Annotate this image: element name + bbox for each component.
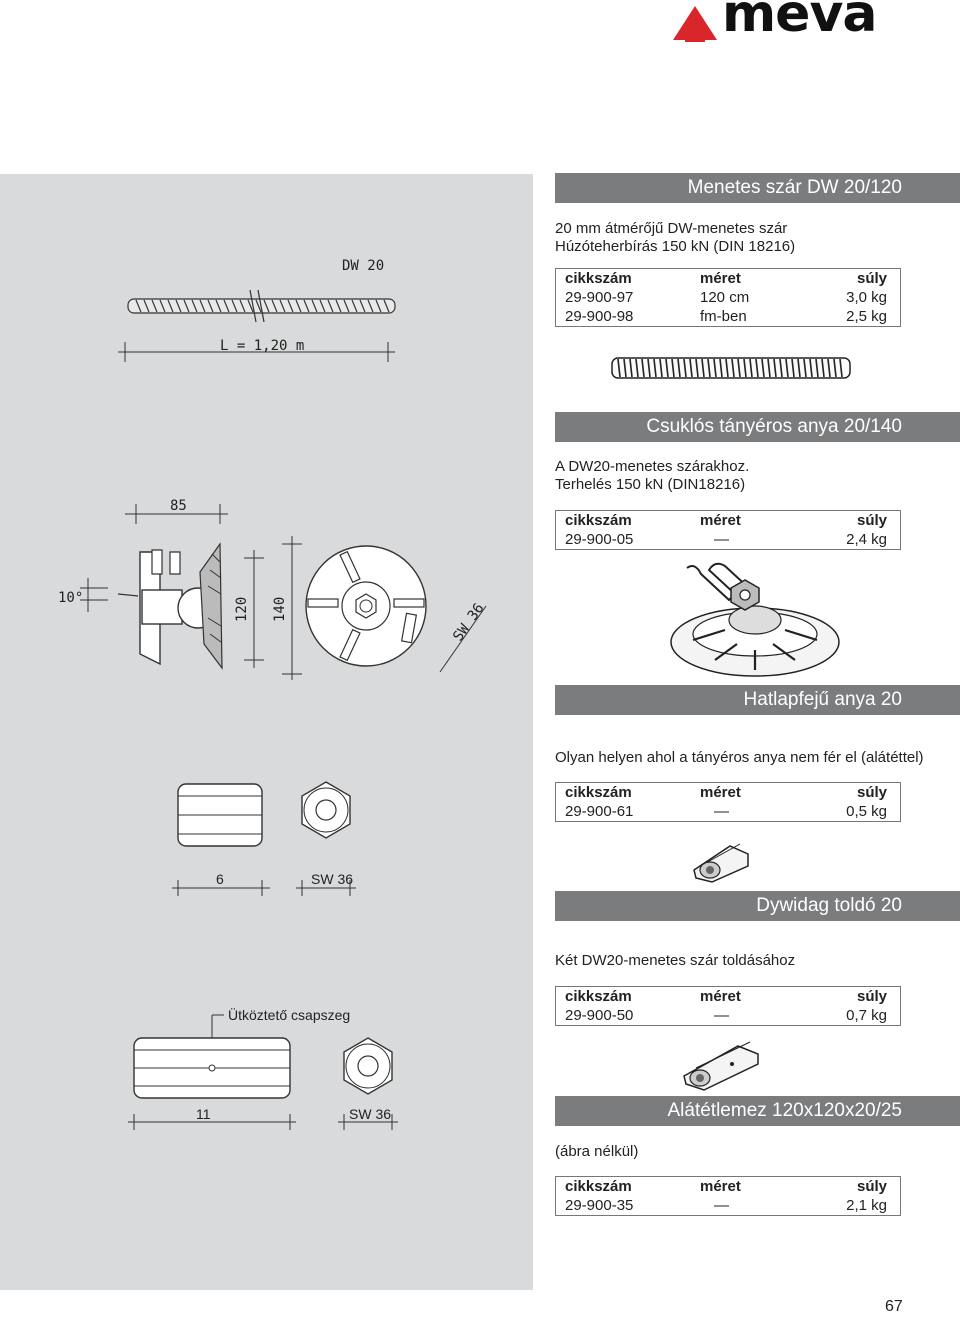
- table-row: 29-900-50 — 0,7 kg: [565, 1007, 887, 1024]
- table-header: cikkszám méret súly: [565, 1178, 887, 1195]
- nut-sw-label: SW 36: [450, 600, 488, 645]
- table-row: 29-900-98 fm-ben 2,5 kg: [565, 308, 887, 325]
- table-row: 29-900-97 120 cm 3,0 kg: [565, 289, 887, 306]
- section-title-hex-nut: Hatlapfejű anya 20: [555, 685, 960, 715]
- hex-length-label: 6: [216, 871, 224, 887]
- table-header: cikkszám méret súly: [565, 784, 887, 801]
- technical-drawing-panel: [0, 174, 533, 1290]
- swivel-nut-description: A DW20-menetes szárakhoz. Terhelés 150 kN (DIN18216): [555, 458, 750, 493]
- logo-triangle-icon: [670, 2, 720, 46]
- hex-nut-drawing: [172, 782, 356, 896]
- nut-width-label: 85: [170, 498, 187, 514]
- table-header: cikkszám méret súly: [565, 270, 887, 287]
- washer-plate-description: (ábra nélkül): [555, 1143, 639, 1160]
- table-row: 29-900-35 — 2,1 kg: [565, 1197, 887, 1214]
- threaded-rod-description: 20 mm átmérőjű DW-menetes szár Húzóteherbírás 150 kN (DIN 18216): [555, 220, 796, 255]
- washer-plate-spec-table: [555, 1176, 901, 1216]
- nut-angle-label: 10°: [58, 590, 84, 606]
- meva-logo: [670, 2, 900, 46]
- hex-nut-spec-table: [555, 782, 901, 822]
- technical-drawings: [0, 174, 533, 1290]
- hex-nut-description: Olyan helyen ahol a tányéros anya nem fér el (alátéttel): [555, 749, 924, 766]
- coupler-length-label: 11: [196, 1106, 211, 1122]
- rod-label: DW 20: [342, 258, 385, 274]
- section-title-threaded-rod: Menetes szár DW 20/120: [555, 173, 960, 203]
- section-title-swivel-nut: Csuklós tányéros anya 20/140: [555, 412, 960, 442]
- nut-height-2-label: 140: [272, 596, 288, 622]
- coupler-drawing: [128, 1006, 398, 1130]
- swivel-nut-photo: [665, 560, 845, 680]
- hex-sw-label: SW 36: [311, 871, 354, 887]
- threaded-rod-spec-table: [555, 268, 901, 327]
- page-number: 67: [885, 1298, 903, 1315]
- threaded-rod-drawing: [118, 258, 395, 362]
- coupler-description: Két DW20-menetes szár toldásához: [555, 952, 796, 969]
- logo-wordmark: meva: [722, 0, 877, 44]
- table-row: 29-900-61 — 0,5 kg: [565, 803, 887, 820]
- nut-height-1-label: 120: [234, 596, 250, 622]
- hex-nut-photo: [690, 840, 754, 886]
- coupler-photo: [680, 1040, 764, 1092]
- swivel-nut-spec-table: [555, 510, 901, 550]
- table-header: cikkszám méret súly: [565, 512, 887, 529]
- section-title-washer-plate: Alátétlemez 120x120x20/25: [555, 1096, 960, 1126]
- coupler-sw-label: SW 36: [349, 1106, 392, 1122]
- coupler-spec-table: [555, 986, 901, 1026]
- section-title-coupler: Dywidag toldó 20: [555, 891, 960, 921]
- table-row: 29-900-05 — 2,4 kg: [565, 531, 887, 548]
- table-header: cikkszám méret súly: [565, 988, 887, 1005]
- coupler-stop-label: Ütköztető csapszeg: [228, 1007, 351, 1023]
- rod-length-label: L = 1,20 m: [220, 338, 305, 354]
- threaded-rod-photo: [610, 352, 852, 384]
- swivel-plate-nut-drawing: [58, 498, 487, 680]
